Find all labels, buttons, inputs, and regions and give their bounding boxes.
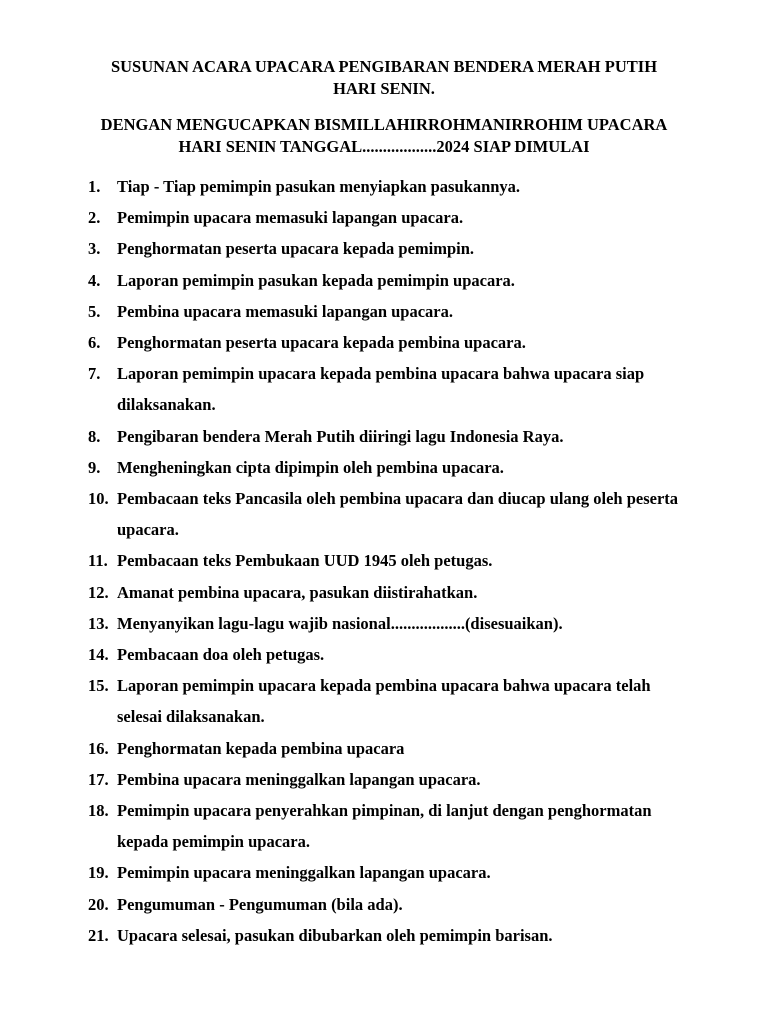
title-line-1: SUSUNAN ACARA UPACARA PENGIBARAN BENDERA MERAH PUTIH [110, 57, 658, 76]
agenda-item [88, 233, 698, 264]
item-number: 4. [88, 270, 101, 290]
agenda-item [88, 670, 698, 732]
item-text: Pengibaran bendera Merah Putih diiringi lagu Indonesia Raya. [117, 426, 564, 446]
item-text: Laporan pemimpin upacara kepada pembina upacara bahwa upacara telah selesai dilaksanakan. [117, 676, 651, 727]
agenda-list [88, 171, 698, 951]
item-number: 19. [88, 863, 109, 883]
document-title [70, 56, 698, 100]
item-number: 3. [88, 239, 101, 259]
item-text: Pemimpin upacara meninggalkan lapangan upacara. [117, 863, 491, 883]
agenda-item [88, 764, 698, 795]
item-number: 20. [88, 894, 109, 914]
item-number: 11. [88, 551, 108, 571]
agenda-item [88, 545, 698, 576]
item-text: Pemimpin upacara penyerahkan pimpinan, di lanjut dengan penghormatan kepada pemimpin upacara. [117, 801, 652, 852]
item-text: Pengumuman - Pengumuman (bila ada). [117, 894, 403, 914]
item-number: 18. [88, 801, 109, 821]
item-text: Laporan pemimpin upacara kepada pembina upacara bahwa upacara siap dilaksanakan. [117, 364, 645, 415]
item-text: Menyanyikan lagu-lagu wajib nasional..................(disesuaikan). [117, 613, 563, 633]
agenda-item [88, 483, 698, 545]
item-number: 16. [88, 738, 109, 758]
item-number: 10. [88, 489, 109, 509]
item-number: 7. [88, 364, 101, 384]
item-text: Pembina upacara memasuki lapangan upacara. [117, 301, 453, 321]
item-number: 13. [88, 613, 109, 633]
item-number: 9. [88, 457, 101, 477]
item-text: Pembacaan teks Pembukaan UUD 1945 oleh petugas. [117, 551, 493, 571]
item-number: 12. [88, 582, 109, 602]
agenda-item [88, 733, 698, 764]
item-number: 6. [88, 333, 101, 353]
agenda-item [88, 795, 698, 857]
title-line-2: HARI SENIN. [333, 79, 435, 98]
agenda-item [88, 920, 698, 951]
item-text: Laporan pemimpin pasukan kepada pemimpin upacara. [117, 270, 515, 290]
item-text: Pembina upacara meninggalkan lapangan upacara. [117, 769, 481, 789]
agenda-item [88, 296, 698, 327]
item-text: Amanat pembina upacara, pasukan diistirahatkan. [117, 582, 478, 602]
item-number: 2. [88, 208, 101, 228]
item-text: Penghormatan peserta upacara kepada pemimpin. [117, 239, 475, 259]
opening-statement [70, 114, 698, 158]
agenda-item [88, 358, 698, 420]
item-text: Pembacaan doa oleh petugas. [117, 645, 325, 665]
agenda-item [88, 857, 698, 888]
agenda-item [88, 202, 698, 233]
item-text: Pembacaan teks Pancasila oleh pembina upacara dan diucap ulang oleh peserta upacara. [117, 489, 679, 540]
item-text: Penghormatan peserta upacara kepada pembina upacara. [117, 333, 526, 353]
item-number: 21. [88, 925, 109, 945]
agenda-item [88, 452, 698, 483]
agenda-item [88, 639, 698, 670]
item-number: 5. [88, 301, 101, 321]
agenda-item [88, 577, 698, 608]
item-text: Pemimpin upacara memasuki lapangan upacara. [117, 208, 464, 228]
item-number: 14. [88, 645, 109, 665]
agenda-item [88, 265, 698, 296]
agenda-item [88, 608, 698, 639]
agenda-item [88, 171, 698, 202]
agenda-item [88, 327, 698, 358]
agenda-item [88, 889, 698, 920]
item-text: Penghormatan kepada pembina upacara [117, 738, 405, 758]
item-text: Tiap - Tiap pemimpin pasukan menyiapkan pasukannya. [117, 177, 521, 196]
item-number: 17. [88, 769, 109, 789]
item-number: 8. [88, 426, 101, 446]
intro-line-2: HARI SENIN TANGGAL..................2024 SIAP DIMULAI [178, 137, 590, 156]
item-text: Upacara selesai, pasukan dibubarkan oleh pemimpin barisan. [117, 925, 553, 945]
agenda-item [88, 421, 698, 452]
item-number: 15. [88, 676, 109, 696]
item-number: 1. [88, 177, 101, 196]
intro-line-1: DENGAN MENGUCAPKAN BISMILLAHIRROHMANIRROHIM UPACARA [100, 115, 668, 134]
item-text: Mengheningkan cipta dipimpin oleh pembina upacara. [117, 457, 504, 477]
